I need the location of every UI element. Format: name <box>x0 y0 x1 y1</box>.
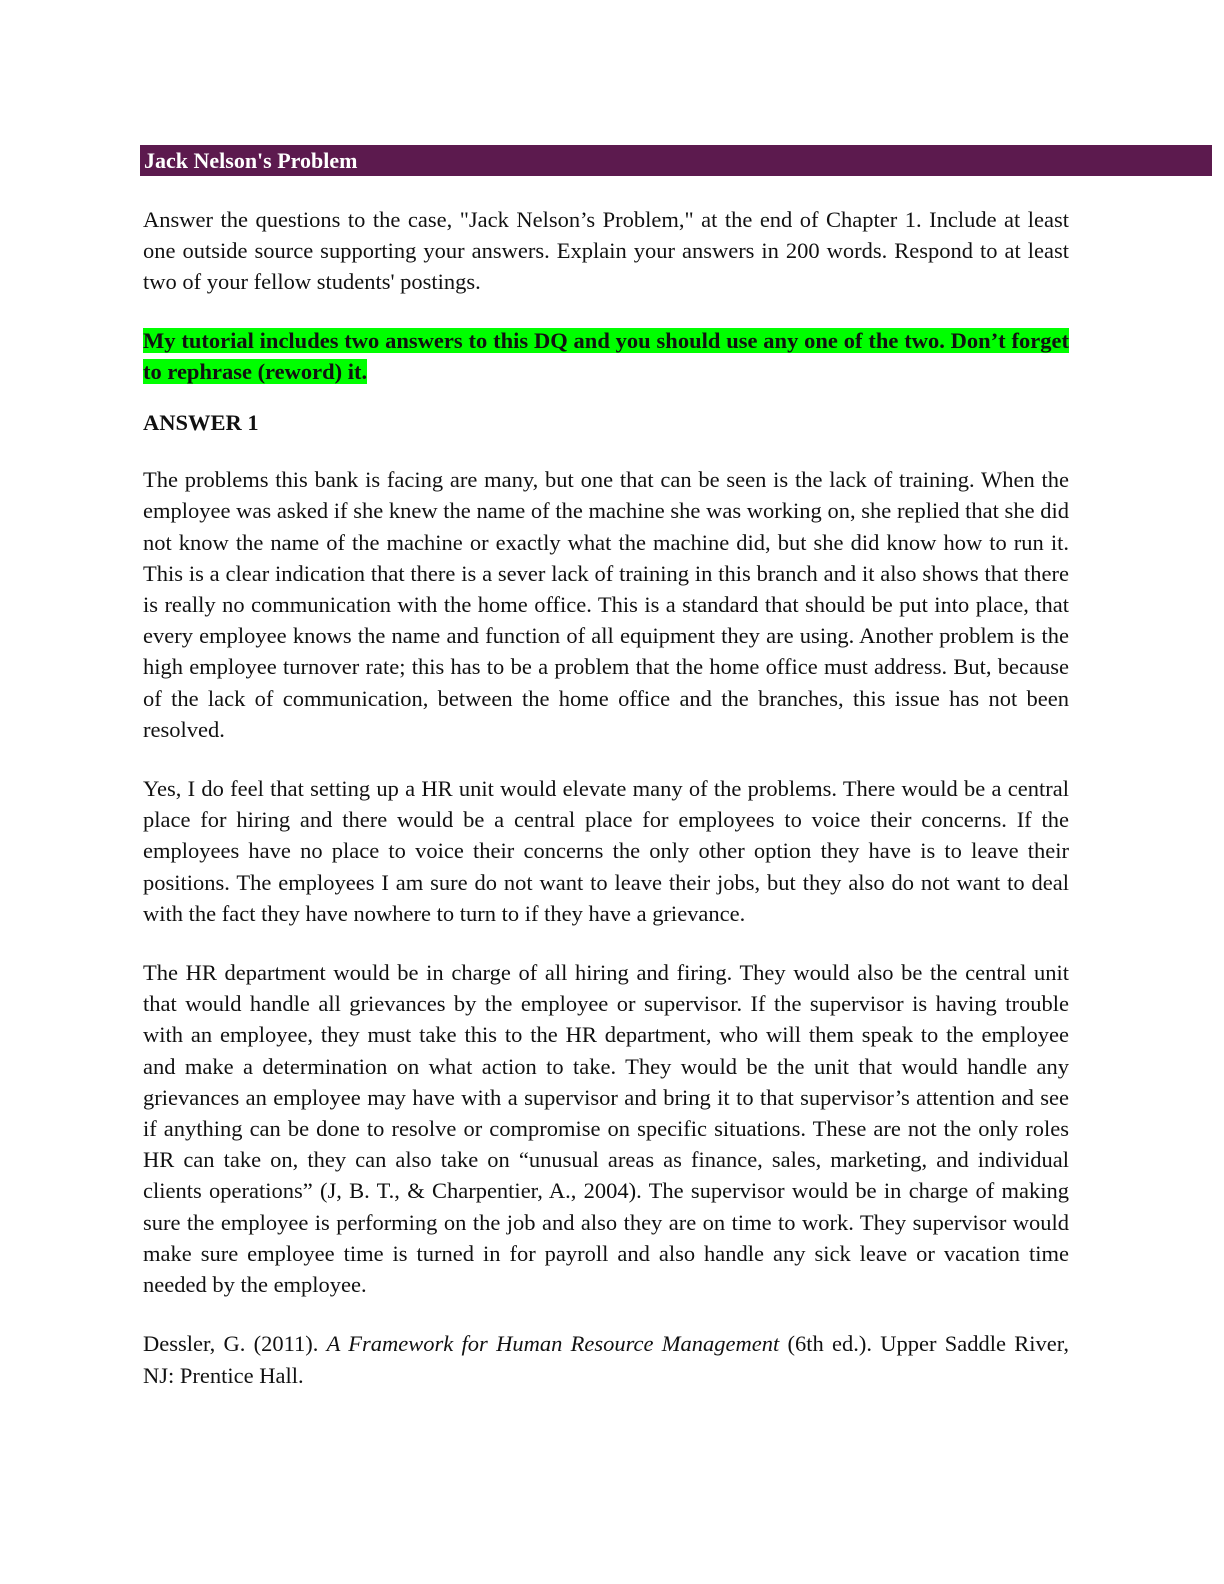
tutorial-note-paragraph <box>143 325 1069 387</box>
reference-book-title: A Framework for Human Resource Management <box>326 1331 780 1357</box>
reference-prefix: Dessler, G. (2011). <box>143 1331 327 1357</box>
document-body <box>143 204 1069 1391</box>
reference-citation <box>143 1328 1069 1390</box>
reference-suffix: (6th ed.). Upper Saddle River, NJ: Prentice Hall. <box>143 1331 1069 1388</box>
answer-paragraph-2: Yes, I do feel that setting up a HR unit would elevate many of the problems. There would be a central place for hiring and there would be a central place for employees to voice their concerns. If the employees have no place to voice their concerns the only other option they have is to leave their positions. The employees I am sure do not want to leave their jobs, but they also do not want to deal with the fact they have nowhere to turn to if they have a grievance. <box>143 776 1069 926</box>
tutorial-note-highlight: My tutorial includes two answers to this DQ and you should use any one of the two. Don’t forget to rephrase (reword) it. <box>143 327 1069 384</box>
answer-heading: ANSWER 1 <box>143 410 259 436</box>
answer-paragraph-1: The problems this bank is facing are many, but one that can be seen is the lack of training. When the employee was asked if she knew the name of the machine she was working on, she replied that she did not know the name of the machine or exactly what the machine did, but she did know how to run it. This is a clear indication that there is a sever lack of training in this branch and it also shows that there is really no communication with the home office. This is a standard that should be put into place, that every employee knows the name and function of all equipment they are using. Another problem is the high employee turnover rate; this has to be a problem that the home office must address. But, because of the lack of communication, between the home office and the branches, this issue has not been resolved. <box>143 467 1069 742</box>
answer-paragraph-3: The HR department would be in charge of all hiring and firing. They would also be the central unit that would handle all grievances by the employee or supervisor. If the supervisor is having trouble with an employee, they must take this to the HR department, who will them speak to the employee and make a determination on what action to take. They would be the unit that would handle any grievances an employee may have with a supervisor and bring it to that supervisor’s attention and see if anything can be done to resolve or compromise on specific situations. These are not the only roles HR can take on, they can also take on “unusual areas as finance, sales, marketing, and individual clients operations” (J, B. T., & Charpentier, A., 2004). The supervisor would be in charge of making sure the employee is performing on the job and also they are on time to work. They supervisor would make sure employee time is turned in for payroll and also handle any sick leave or vacation time needed by the employee. <box>143 960 1069 1298</box>
intro-paragraph: Answer the questions to the case, "Jack Nelson’s Problem," at the end of Chapter 1. Include at least one outside source supporting your answers. Explain your answers in 200 words. Respond to at least two of your fellow students' postings. <box>143 207 1069 295</box>
document-title: Jack Nelson's Problem <box>140 145 1212 176</box>
